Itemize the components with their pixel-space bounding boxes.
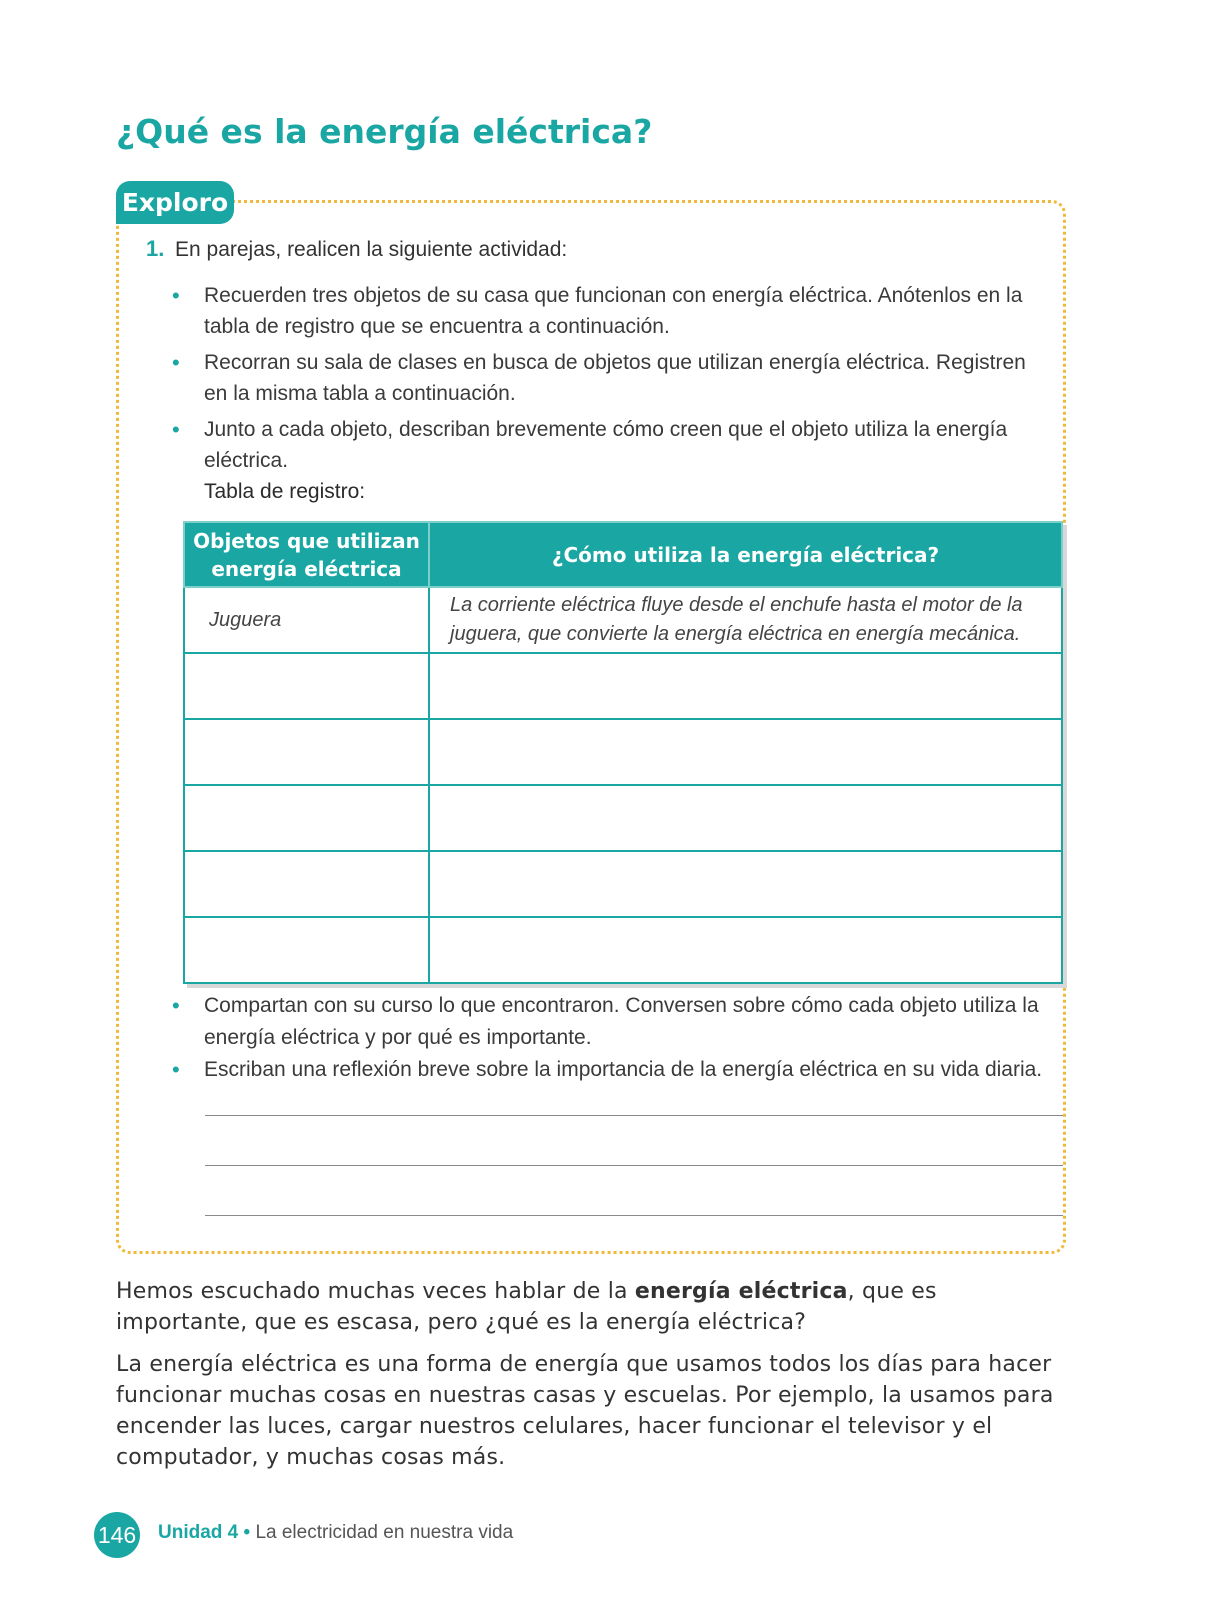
writing-line[interactable] bbox=[205, 1115, 1063, 1116]
table-row bbox=[184, 917, 1062, 983]
list-item bbox=[172, 280, 1052, 342]
explore-tag: Exploro bbox=[116, 181, 234, 224]
table-row bbox=[184, 785, 1062, 851]
writing-line[interactable] bbox=[205, 1165, 1063, 1166]
table-row bbox=[184, 851, 1062, 917]
footer-separator: • bbox=[238, 1522, 256, 1543]
header-objects: Objetos que utilizan energía eléctrica bbox=[184, 522, 429, 587]
table-cell-object[interactable]: Juguera bbox=[184, 587, 429, 653]
list-item bbox=[172, 414, 1052, 507]
table-row bbox=[184, 653, 1062, 719]
table-row bbox=[184, 587, 1062, 653]
table-cell-object[interactable] bbox=[184, 719, 429, 785]
page-number: 146 bbox=[94, 1512, 140, 1558]
list-item bbox=[172, 990, 1062, 1054]
table-cell-how[interactable] bbox=[429, 917, 1062, 983]
instruction-list bbox=[172, 280, 1052, 512]
paragraph-definition: La energía eléctrica es una forma de energía que usamos todos los días para hacer funcionar muchas cosas en nuestras casas y escuelas. Por ejemplo, la usamos para encender las luces, cargar nuestros celulares, hacer funcionar el televisor y el computador, y muchas cosas más. bbox=[116, 1352, 1054, 1470]
table-cell-object[interactable] bbox=[184, 785, 429, 851]
table-cell-object[interactable] bbox=[184, 917, 429, 983]
table-cell-how[interactable]: La corriente eléctrica fluye desde el enchufe hasta el motor de la juguera, que convierte la energía eléctrica en energía mecánica. bbox=[429, 587, 1062, 653]
table-cell-how[interactable] bbox=[429, 719, 1062, 785]
writing-line[interactable] bbox=[205, 1215, 1063, 1216]
footer-unit: Unidad 4 bbox=[158, 1522, 239, 1543]
footer-unit-title: La electricidad en nuestra vida bbox=[255, 1522, 514, 1543]
record-table bbox=[183, 521, 1063, 984]
footer-unit-info bbox=[158, 1522, 513, 1544]
table-header-row bbox=[184, 522, 1062, 587]
table-label: Tabla de registro: bbox=[204, 480, 366, 503]
followup-list bbox=[172, 990, 1062, 1086]
bullet-icon: • bbox=[172, 283, 180, 308]
paragraph-text: Hemos escuchado muchas veces hablar de la bbox=[116, 1279, 635, 1304]
bullet-text: Recorran su sala de clases en busca de objetos que utilizan energía eléctrica. Registren en la misma tabla a continuación. bbox=[204, 351, 1026, 405]
table-cell-object[interactable] bbox=[184, 653, 429, 719]
list-item bbox=[172, 1054, 1062, 1086]
bullet-text: Recuerden tres objetos de su casa que funcionan con energía eléctrica. Anótenlos en la tabla de registro que se encuentra a continuación. bbox=[204, 284, 1023, 338]
bullet-text: Compartan con su curso lo que encontraron. Conversen sobre cómo cada objeto utiliza la energía eléctrica y por qué es importante. bbox=[204, 994, 1039, 1049]
list-item bbox=[172, 347, 1052, 409]
table-row bbox=[184, 719, 1062, 785]
bold-term: energía eléctrica bbox=[634, 1279, 848, 1304]
paragraph-intro bbox=[116, 1276, 1056, 1338]
table-cell-object[interactable] bbox=[184, 851, 429, 917]
header-how: ¿Cómo utiliza la energía eléctrica? bbox=[429, 522, 1062, 587]
bullet-icon: • bbox=[172, 1057, 180, 1082]
bullet-text: Junto a cada objeto, describan brevemente cómo creen que el objeto utiliza la energía eléctrica. bbox=[204, 418, 1008, 472]
bullet-text: Escriban una reflexión breve sobre la importancia de la energía eléctrica en su vida diaria. bbox=[204, 1058, 1043, 1081]
page-title: ¿Qué es la energía eléctrica? bbox=[116, 112, 653, 151]
bullet-icon: • bbox=[172, 417, 180, 442]
question-number: 1. bbox=[146, 236, 165, 261]
table-cell-how[interactable] bbox=[429, 851, 1062, 917]
table-cell-how[interactable] bbox=[429, 653, 1062, 719]
paragraph-text: , que es importante, que es escasa, pero ¿qué es la energía eléctrica? bbox=[116, 1279, 937, 1335]
question-text: En parejas, realicen la siguiente actividad: bbox=[175, 238, 568, 261]
bullet-icon: • bbox=[172, 350, 180, 375]
bullet-icon: • bbox=[172, 993, 180, 1018]
table-cell-how[interactable] bbox=[429, 785, 1062, 851]
